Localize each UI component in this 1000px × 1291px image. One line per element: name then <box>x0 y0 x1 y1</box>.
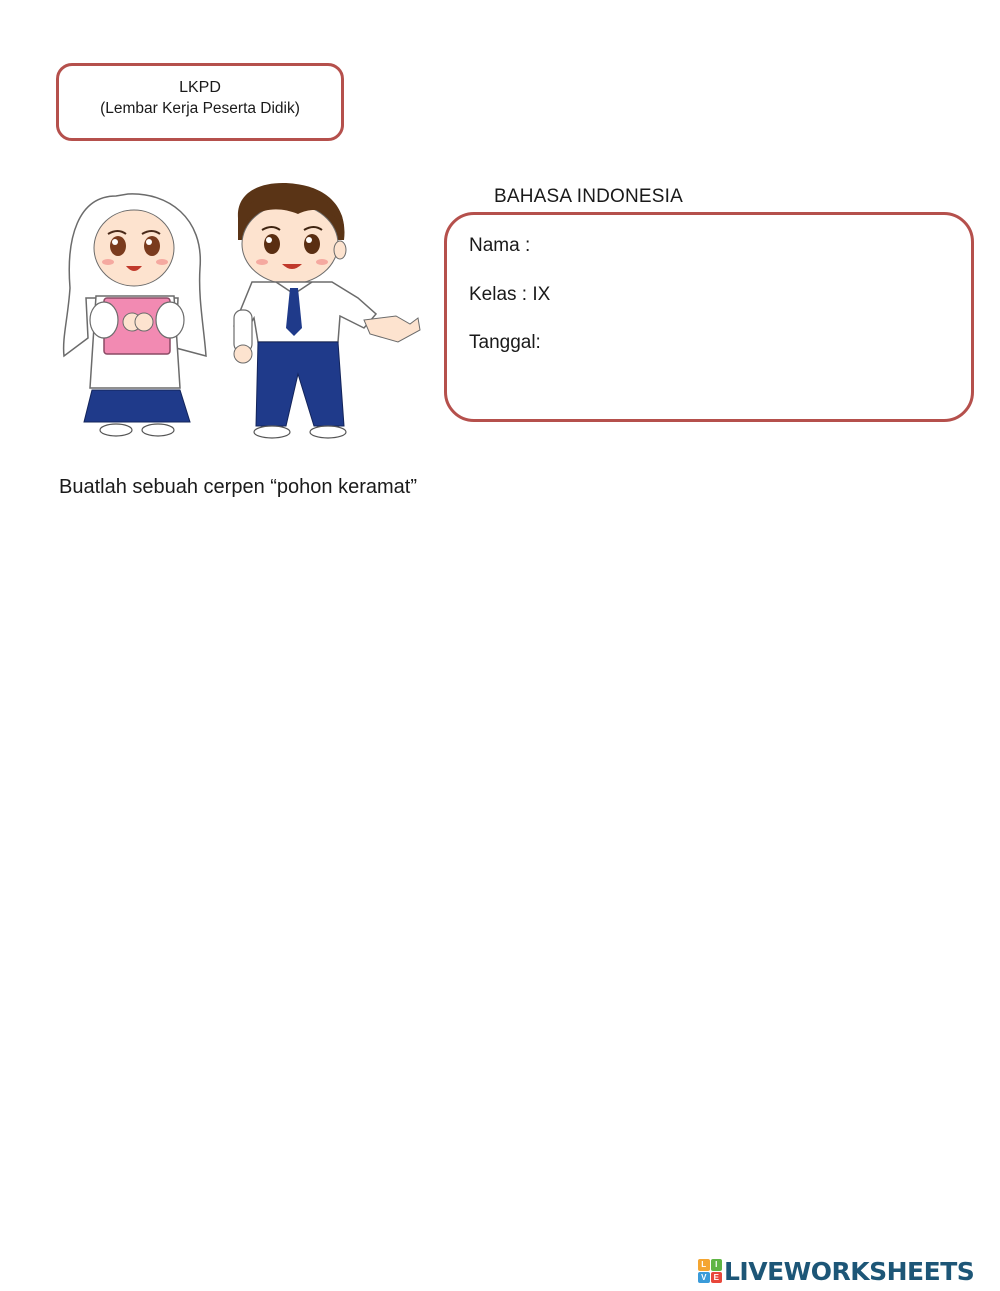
student-info-box <box>444 212 974 422</box>
worksheet-subtitle: (Lembar Kerja Peserta Didik) <box>100 100 300 117</box>
worksheet-title: LKPD <box>179 79 221 96</box>
instruction-text: Buatlah sebuah cerpen “pohon keramat” <box>59 476 418 498</box>
students-illustration <box>58 178 430 444</box>
logo-letter-v: V <box>698 1272 710 1284</box>
liveworksheets-brand <box>698 1254 974 1288</box>
girl-figure <box>64 194 206 436</box>
header-box <box>56 63 344 141</box>
boy-figure <box>234 183 420 438</box>
class-field[interactable]: Kelas : IX <box>469 284 551 305</box>
name-field[interactable]: Nama : <box>469 235 531 256</box>
liveworksheets-logo-icon <box>698 1259 722 1283</box>
logo-letter-i: I <box>711 1259 723 1271</box>
date-field[interactable]: Tanggal: <box>469 332 541 353</box>
subject-title: BAHASA INDONESIA <box>494 186 684 207</box>
logo-letter-l: L <box>698 1259 710 1271</box>
logo-letter-e: E <box>711 1272 723 1284</box>
brand-name: LIVEWORKSHEETS <box>724 1256 975 1286</box>
